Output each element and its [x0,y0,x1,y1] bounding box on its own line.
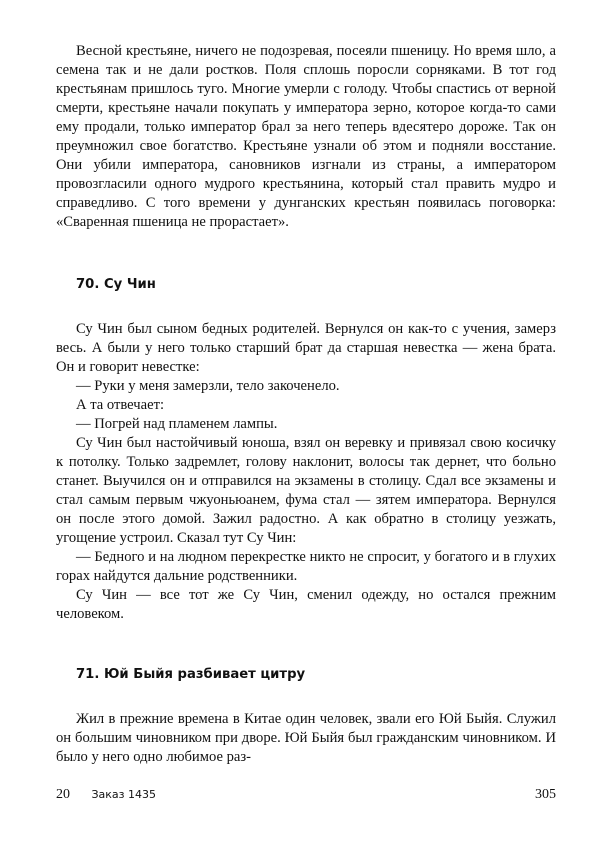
paragraph: Су Чин был сыном бедных родителей. Вернулся он как-то с учения, замерз весь. А были у него только старший брат да старшая невестка — жена брата. Он и говорит невестке: [56,321,556,375]
paragraph: А та отвечает: [76,397,164,413]
footer-left [56,786,156,804]
page-number: 305 [535,787,556,802]
signature-mark: 20 [56,787,70,802]
section-70-text [56,320,556,624]
print-order: Заказ 1435 [91,788,157,801]
intro-text [56,42,556,232]
section-heading-70: 70. Су Чин [76,277,156,292]
paragraph: Весной крестьяне, ничего не подозревая, посеяли пшеницу. Но время шло, а семена так и не дали ростков. Поля сплошь поросли сорняками. В тот год крестьянам пришлось туго. Многие умерли с голоду. Чтобы спастись от верной смерти, крестьяне начали покупать у императора зерно, которое когда-то сами ему продали, только император брал за него теперь вдесятеро дороже. Так он преумножил свое богатство. Крестьяне узнали об этом и подняли восстание. Они убили императора, сановников изгнали из страны, а императором провозгласили одного мудрого крестьянина, который стал править мудро и справедливо. С того времени у дунганских крестьян появилась поговорка: «Сваренная пшеница не прорастает». [56,43,556,230]
dialogue-line: — Руки у меня замерзли, тело закоченело. [76,378,340,394]
page-body [56,42,556,767]
dialogue-line: — Погрей над пламенем лампы. [76,416,278,432]
dialogue-line: — Бедного и на людном перекрестке никто не спросит, у богатого и в глухих горах найдутся дальние родственники. [56,549,556,584]
paragraph: Су Чин был настойчивый юноша, взял он веревку и привязал свою косичку к потолку. Только задремлет, голову наклонит, волосы так дернет, что больно станет. Выучился он и отправился на экзамены в столицу. Сдал все экзамены и стал самым первым чжуоньюанем, фума стал — зятем императора. Вернулся он после этого домой. Зажил радостно. А как обратно в столицу уезжать, угощение устроил. Сказал тут Су Чин: [56,435,556,546]
paragraph: Су Чин — все тот же Су Чин, сменил одежду, но остался прежним человеком. [56,587,556,622]
section-heading-71: 71. Юй Быйя разбивает цитру [76,667,306,682]
section-71-text [56,710,556,767]
paragraph: Жил в прежние времена в Китае один человек, звали его Юй Быйя. Служил он большим чиновником при дворе. Юй Быйя был гражданским чиновником. И было у него одно любимое раз- [56,711,556,765]
